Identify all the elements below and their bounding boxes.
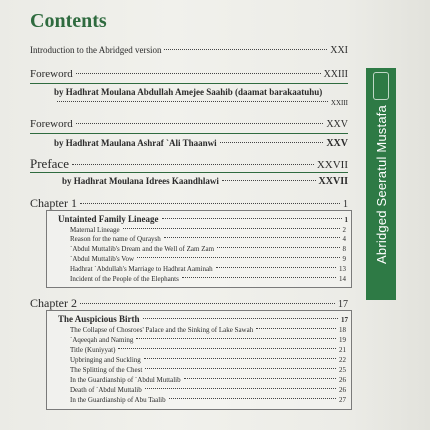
- toc-subentry[interactable]: [70, 245, 346, 253]
- entry-label: The Auspicious Birth: [58, 314, 140, 324]
- toc-subentry[interactable]: [70, 366, 346, 374]
- entry-label: Introduction to the Abridged version: [30, 45, 162, 55]
- entry-page: 14: [339, 275, 346, 283]
- dot-leader: [118, 348, 336, 349]
- entry-page: 19: [339, 336, 346, 344]
- entry-label: Foreword: [30, 68, 73, 80]
- toc-subentry[interactable]: [70, 255, 346, 263]
- toc-entry-foreword-1-author[interactable]: [54, 87, 348, 97]
- entry-page: 1: [343, 199, 348, 210]
- toc-entry-chapter-2-heading[interactable]: [58, 314, 348, 324]
- dot-leader: [57, 101, 328, 102]
- dot-leader: [217, 247, 339, 248]
- entry-label: Incident of the People of the Elephants: [70, 275, 179, 283]
- side-title-label: Abridged Seeratul Mustafa: [373, 104, 389, 264]
- dot-leader: [76, 123, 324, 124]
- entry-label: `Abdul Muttalib's Dream and the Well of Zam Zam: [70, 245, 215, 253]
- toc-subentry[interactable]: [70, 275, 346, 283]
- page-title: Contents: [30, 10, 107, 32]
- toc-subentry[interactable]: [70, 336, 346, 344]
- entry-label: Reason for the name of Quraysh: [70, 235, 161, 243]
- toc-entry-chapter-2[interactable]: [30, 296, 348, 311]
- dot-leader: [256, 328, 336, 329]
- section-divider: [30, 133, 348, 134]
- entry-label: Title (Kuniyyat): [70, 346, 116, 354]
- dot-leader: [162, 218, 342, 219]
- entry-page: 26: [339, 376, 346, 384]
- toc-subentry[interactable]: [70, 326, 346, 334]
- dot-leader: [143, 318, 338, 319]
- entry-page: 22: [339, 356, 346, 364]
- entry-page: 21: [339, 346, 346, 354]
- entry-page: 27: [339, 396, 346, 404]
- side-title-tab: [366, 68, 396, 300]
- toc-subentry[interactable]: [70, 265, 346, 273]
- entry-page: 17: [338, 299, 348, 310]
- section-divider: [30, 83, 348, 84]
- entry-page: XXV: [326, 119, 348, 130]
- entry-label: Chapter 2: [30, 296, 77, 310]
- dot-leader: [145, 388, 336, 389]
- entry-label: by Hadhrat Maulana Ashraf `Ali Thaanwi: [54, 138, 217, 148]
- entry-page: 9: [342, 255, 346, 263]
- dot-leader: [164, 49, 327, 50]
- toc-entry-foreword-1[interactable]: [30, 68, 348, 80]
- entry-page: XXVII: [316, 159, 348, 171]
- entry-label: The Collapse of Chosroes' Palace and the Sinking of Lake Sawah: [70, 326, 254, 334]
- entry-label: Foreword: [30, 118, 73, 130]
- calligraphy-emblem-icon: [373, 72, 389, 100]
- entry-page: XXI: [330, 45, 348, 56]
- entry-label: Untainted Family Lineage: [58, 214, 159, 224]
- entry-page: XXIII: [330, 99, 348, 107]
- dot-leader: [169, 398, 336, 399]
- dot-leader: [80, 303, 335, 304]
- toc-entry-chapter-1[interactable]: [30, 196, 348, 211]
- dot-leader: [182, 277, 336, 278]
- entry-page: 13: [339, 265, 346, 273]
- dot-leader: [164, 237, 340, 238]
- toc-entry-preface[interactable]: [30, 156, 348, 172]
- entry-page: XXV: [326, 138, 348, 149]
- entry-label: Chapter 1: [30, 196, 77, 210]
- entry-page: 26: [339, 386, 346, 394]
- entry-label: Upbringing and Suckling: [70, 356, 141, 364]
- toc-subentry[interactable]: [70, 226, 346, 234]
- toc-subentry[interactable]: [70, 396, 346, 404]
- entry-label: by Hadhrat Moulana Idrees Kaandhlawi: [62, 176, 219, 186]
- entry-label: Death of `Abdul Muttalib: [70, 386, 142, 394]
- entry-page: 4: [342, 235, 346, 243]
- entry-page: 25: [339, 366, 346, 374]
- toc-entry-foreword-1-author-page: [54, 99, 348, 107]
- dot-leader: [137, 257, 339, 258]
- toc-subentry[interactable]: [70, 346, 346, 354]
- entry-page: 8: [342, 245, 346, 253]
- section-divider: [30, 172, 348, 173]
- dot-leader: [123, 228, 340, 229]
- entry-page: XXVII: [318, 176, 348, 187]
- entry-label: by Hadhrat Moulana Abdullah Amejee Saahib (daamat barakaatuhu): [54, 87, 323, 97]
- entry-label: `Aqeeqah and Naming: [70, 336, 134, 344]
- dot-leader: [80, 203, 340, 204]
- toc-entry-preface-author[interactable]: [62, 176, 348, 187]
- entry-page: 2: [342, 226, 346, 234]
- dot-leader: [145, 368, 336, 369]
- dot-leader: [72, 164, 314, 165]
- toc-subentry[interactable]: [70, 386, 346, 394]
- entry-label: In the Guardianship of Abu Taalib: [70, 396, 166, 404]
- toc-entry-foreword-2-author[interactable]: [54, 138, 348, 149]
- dot-leader: [136, 338, 336, 339]
- dot-leader: [76, 73, 321, 74]
- entry-label: Preface: [30, 156, 69, 171]
- entry-label: In the Guardianship of `Abdul Muttalib: [70, 376, 181, 384]
- dot-leader: [220, 142, 324, 143]
- dot-leader: [216, 267, 336, 268]
- entry-label: Hadhrat `Abdullah's Marriage to Hadhrat Aaminah: [70, 265, 213, 273]
- toc-subentry[interactable]: [70, 376, 346, 384]
- entry-label: The Splitting of the Chest: [70, 366, 143, 374]
- dot-leader: [222, 180, 316, 181]
- entry-label: Maternal Lineage: [70, 226, 120, 234]
- dot-leader: [144, 358, 336, 359]
- entry-page: 1: [344, 216, 348, 224]
- toc-subentry[interactable]: [70, 235, 346, 243]
- entry-page: 18: [339, 326, 346, 334]
- toc-entry-chapter-1-heading[interactable]: [58, 214, 348, 224]
- entry-page: XXIII: [323, 69, 348, 80]
- toc-entry-introduction[interactable]: [30, 45, 348, 56]
- toc-subentry[interactable]: [70, 356, 346, 364]
- dot-leader: [184, 378, 336, 379]
- entry-page: 17: [341, 316, 348, 324]
- entry-label: `Abdul Muttalib's Vow: [70, 255, 135, 263]
- toc-entry-foreword-2[interactable]: [30, 118, 348, 130]
